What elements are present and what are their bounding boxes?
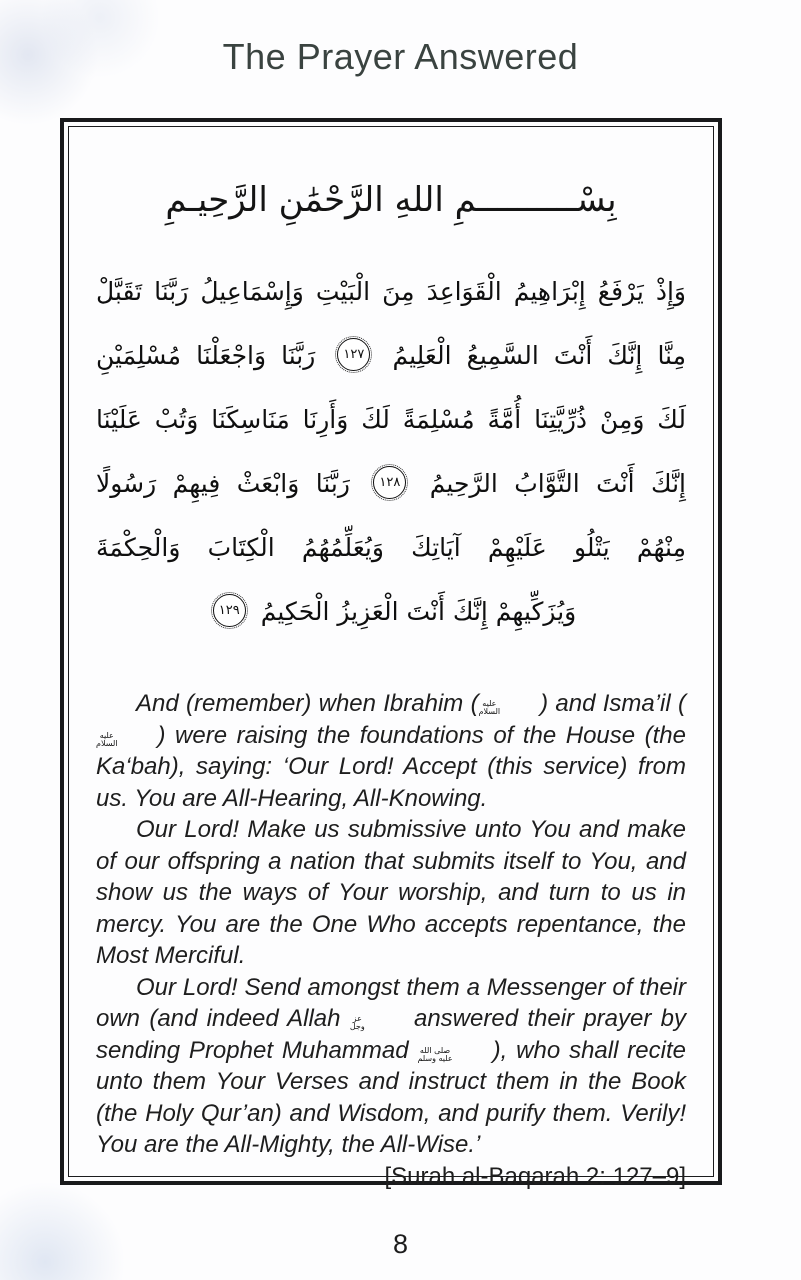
page-number: 8 (392, 1229, 409, 1259)
translation-text: ) and Isma’il ( (540, 690, 686, 717)
azza-wa-jall-seal: عز وجل (349, 1014, 365, 1031)
quran-text: رَبَّنَا وَاجْعَلْنَا مُسْلِمَيْنِ (96, 341, 316, 370)
quran-line (96, 324, 686, 388)
quran-text: رَبَّنَا وَابْعَثْ فِيهِمْ رَسُولًا (96, 469, 350, 498)
ayah-number: ١٢٨ (379, 474, 401, 490)
quran-line (96, 388, 686, 452)
quran-line (96, 260, 686, 324)
translation-paragraph-2 (96, 814, 686, 972)
translation-text: ) were raising the foundations of the House (the Ka‘bah), saying: ‘Our Lord! Accept (this service) from us. You are All-Hearing, All-Knowing. (96, 721, 686, 812)
ayah-number-marker (337, 338, 370, 371)
translation-text: ), who shall recite unto them Your Verses and instruct them in the Book (the Holy Qur’an) and Wisdom, and purify them. Verily! You are the All-Mighty, the All-Wise.’ (96, 1036, 686, 1158)
quran-line (96, 580, 686, 644)
surah-citation: [Surah al-Baqarah 2: 127–9] (384, 1162, 686, 1190)
page-title: The Prayer Answered (222, 36, 579, 77)
sallallahu-alayhi-wasallam-seal: صلى الله عليه وسلم (417, 1045, 453, 1063)
decorative-frame (60, 118, 722, 1190)
quran-line (96, 452, 686, 516)
quran-text: لَكَ وَمِنْ ذُرِّيَّتِنَا أُمَّةً مُسْلِمَةً لَكَ وَأَرِنَا مَنَاسِكَنَا وَتُبْ عَلَيْنَا (96, 405, 686, 434)
quran-text: إِنَّكَ أَنْتَ التَّوَّابُ الرَّحِيمُ (429, 469, 687, 498)
quran-text: وَيُزَكِّيهِمْ إِنَّكَ أَنْتَ الْعَزِيزُ الْحَكِيمُ (260, 597, 577, 626)
translation-text: answered their prayer by sending Prophet Muhammad (96, 1005, 687, 1064)
bismillah-calligraphy: بِسْــــــــــمِ اللهِ الرَّحْمَٰنِ الرَّحِيـمِ (165, 180, 617, 220)
quran-text: مِنَّا إِنَّكَ أَنْتَ السَّمِيعُ الْعَلِيمُ (392, 341, 686, 370)
frame-content (70, 128, 712, 1190)
quran-arabic-text (96, 260, 686, 644)
translation-text: Our Lord! Send amongst them a Messenger of their own (and indeed Allah (96, 973, 686, 1032)
alayhis-salam-seal: عليه السلام (478, 699, 501, 716)
translation-paragraph-1 (96, 688, 686, 814)
ayah-number: ١٢٧ (343, 346, 365, 362)
ayah-number: ١٢٩ (218, 602, 240, 618)
translation-text: Our Lord! Make us submissive unto You and make of our offspring a nation that submits itself to You, and show us the ways of Your worship, and turn to us in mercy. You are the One Who accepts repentance, the Most Merciful. (96, 816, 686, 969)
translation-paragraph-3 (96, 972, 687, 1190)
quran-text: وَإِذْ يَرْفَعُ إِبْرَاهِيمُ الْقَوَاعِدَ مِنَ الْبَيْتِ وَإِسْمَاعِيلُ رَبَّنَا تَقَبَّلْ (96, 277, 686, 306)
alayhis-salam-seal: عليه السلام (96, 730, 118, 748)
ayah-number-marker (373, 466, 406, 499)
translation-text: And (remember) when Ibrahim ( (136, 690, 479, 717)
quran-line (96, 516, 686, 580)
quran-text: مِنْهُمْ يَتْلُو عَلَيْهِمْ آيَاتِكَ وَيُعَلِّمُهُمُ الْكِتَابَ وَالْحِكْمَةَ (96, 533, 686, 562)
english-translation (96, 688, 686, 1192)
ayah-number-marker (213, 594, 246, 627)
